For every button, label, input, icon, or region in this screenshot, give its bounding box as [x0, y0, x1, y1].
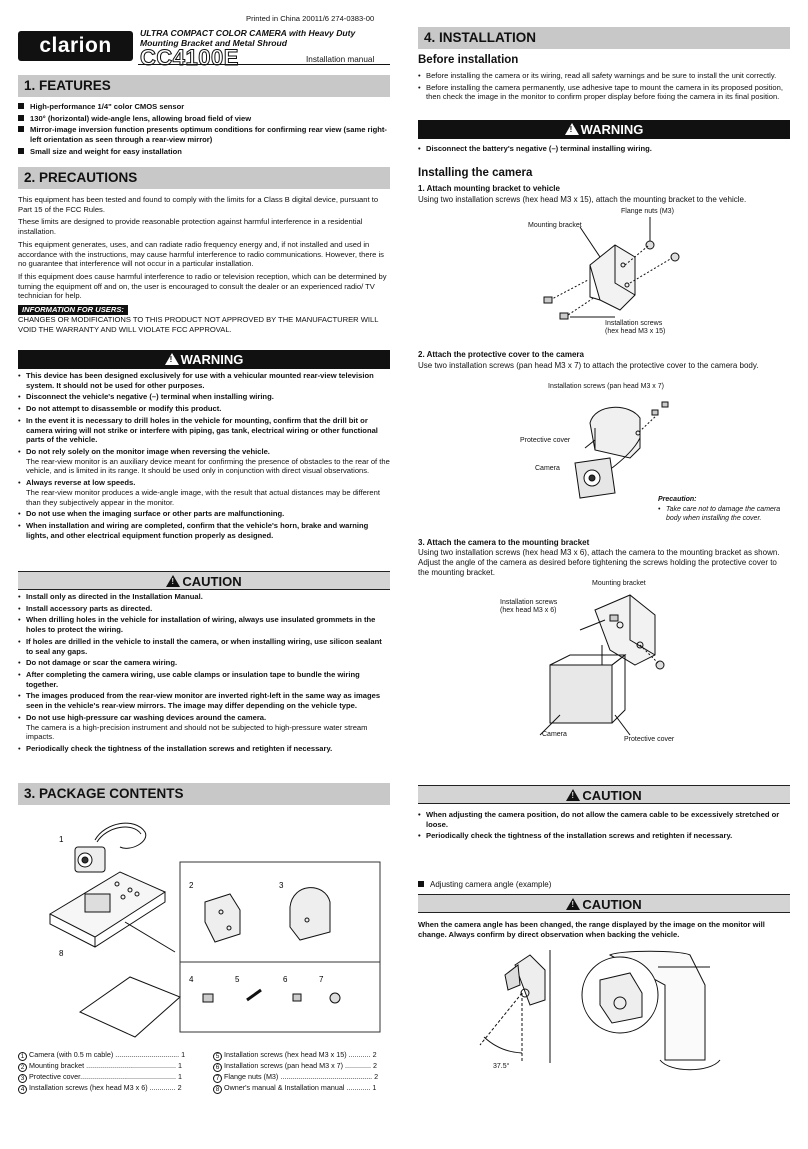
item-text: • When installation and wiring are completed, confirm that the vehicle's horn, brake and warning lights, and other electrical equipment function properly as designed. [26, 521, 369, 540]
angle-diagram [470, 945, 790, 1075]
list-item [18, 615, 390, 634]
package-marker: 1 [59, 835, 64, 844]
before-installation-title: Before installation [418, 54, 519, 66]
printed-info: Printed in China 20011/6 274-0383-00 [246, 14, 375, 23]
precaution-paragraph: These limits are designed to provide reasonable protection against harmful interference in a residential installation. [18, 217, 363, 237]
warning-icon [165, 353, 179, 365]
precaution-item: • Take care not to damage the camera body when installing the cover. [658, 506, 790, 524]
step2-label: Installation screws (pan head M3 x 7) [548, 383, 664, 390]
step2-text: Use two installation screws (pan head M3 x 7) to attach the protective cover to the camera body. [418, 361, 759, 370]
features-list [18, 102, 390, 159]
package-item: 7 Flange nuts (M3) .............................................. 2 [213, 1072, 393, 1083]
precautions-heading: 2. PRECAUTIONS [18, 167, 390, 189]
feature-item: Mirror-image inversion function presents optimum conditions for confirming rear view (same right-left orientation as seen through a rear-view mirror) [18, 125, 390, 144]
package-item: 8 Owner's manual & Installation manual ............ 1 [213, 1083, 393, 1094]
item-subtext: The rear-view monitor produces a wide-angle image, with the result that actual distances may be different than they subjectively appear in the monitor. [26, 487, 380, 507]
before-item: • Before installing the camera or its wiring, read all safety warnings and be sure to install the unit correctly. [418, 71, 790, 81]
list-item [18, 744, 390, 754]
package-list-right [213, 1050, 393, 1094]
adjust-title: Adjusting camera angle (example) [418, 880, 790, 890]
info-label: INFORMATION FOR USERS: [18, 305, 128, 315]
list-item [18, 670, 390, 689]
adjust-caution-text: When the camera angle has been changed, the range displayed by the image on the monitor will change. Always confirm by direct observation when backing the vehicle. [418, 920, 765, 939]
angle-label: 37.5° [493, 1063, 510, 1070]
precautions-text [18, 195, 390, 334]
header-rule [138, 64, 390, 65]
model-number: CC4100E [140, 45, 239, 70]
caution-icon [166, 575, 180, 587]
package-marker: 5 [235, 975, 240, 984]
item-text: • When drilling holes in the vehicle for installation of wiring, always use insulated grommets in the holes to protect the wiring. [26, 615, 376, 635]
caution-title: CAUTION [582, 897, 642, 912]
package-marker: 3 [279, 881, 284, 890]
item-text: • Always reverse at low speeds. [26, 478, 136, 488]
step3-label: (hex head M3 x 6) [500, 607, 557, 614]
package-marker: 4 [189, 975, 194, 984]
list-item [18, 592, 390, 602]
step3-title: 3. Attach the camera to the mounting bracket [418, 538, 590, 547]
item-text: • The images produced from the rear-view monitor are inverted right-left in the same way as images seen in the vehicle's rear-view mirrors. The image may differ depending on the vehicle type. [26, 691, 381, 711]
item-subtext: The rear-view monitor is an auxiliary device meant for confirming the presence of obstacles to the rear of the vehicle, and is limited in its range. It should be used only in conjunction with direct visual observations. [26, 456, 390, 476]
list-item [18, 521, 390, 540]
item-text: • Periodically check the tightness of the installation screws and retighten if necessary. [26, 744, 333, 754]
warning-icon [565, 123, 579, 135]
package-item: 1 Camera (with 0.5 m cable) ................................ 1 [18, 1050, 193, 1061]
precaution-list [658, 506, 790, 526]
step2-label: Camera [535, 465, 560, 472]
item-text: • This device has been designed exclusively for use with a vehicular mounted rear-view television system. It should not be used for other purposes. [26, 371, 374, 390]
feature-item: 130° (horizontal) wide-angle lens, allowing broad field of view [18, 114, 390, 124]
package-marker: 8 [59, 949, 64, 958]
before-item: • Before installing the camera permanently, use adhesive tape to mount the camera in its proposed position, then check the image in the monitor to confirm proper display before fixing the camera in its final position. [418, 83, 790, 102]
doc-type: Installation manual [306, 55, 375, 64]
list-item [18, 447, 390, 476]
package-item: 3 Protective cover................................................ 1 [18, 1072, 193, 1083]
install-caution-list [418, 810, 790, 843]
list-item [18, 416, 390, 445]
package-item: 5 Installation screws (hex head M3 x 15) ........... 2 [213, 1050, 393, 1061]
installation-heading: 4. INSTALLATION [418, 27, 790, 49]
caution-icon [566, 789, 580, 801]
list-item [18, 637, 390, 656]
step2-diagram [540, 388, 680, 513]
step3-label: Installation screws [500, 599, 558, 606]
precaution-title: Precaution: [658, 496, 697, 503]
info-text: CHANGES OR MODIFICATIONS TO THIS PRODUCT NOT APPROVED BY THE MANUFACTURER WILL VOID THE WARRANTY AND WILL VIOLATE FCC APPROVAL. [18, 314, 379, 334]
step3-label: Mounting bracket [592, 580, 646, 587]
brand-logo: clarion [18, 31, 133, 61]
package-marker: 2 [189, 881, 194, 890]
list-item [18, 404, 390, 414]
warning-title: WARNING [580, 122, 644, 137]
item-text: • Do not damage or scar the camera wiring. [26, 658, 178, 668]
package-marker: 6 [283, 975, 288, 984]
warning-title: WARNING [180, 352, 244, 367]
caution-icon [566, 898, 580, 910]
caution-item: • Periodically check the tightness of the installation screws and retighten if necessary. [418, 831, 790, 841]
step1-text: Using two installation screws (hex head M3 x 15), attach the mounting bracket to the vehicle. [418, 195, 747, 204]
package-item: 6 Installation screws (pan head M3 x 7) ............. 2 [213, 1061, 393, 1072]
caution-title: CAUTION [182, 574, 242, 589]
item-text: • Do not attempt to disassemble or modify this product. [26, 404, 222, 414]
item-subtext: The camera is a high-precision instrument and should not be subjected to high-pressure water stream impacts. [26, 722, 368, 742]
precaution-paragraph: If this equipment does cause harmful interference to radio or television reception, which can be determined by turning the equipment off and on, the user is encouraged to consult the dealer or an experienced radio/ TV technician for help. [18, 272, 387, 301]
caution-item: • When adjusting the camera position, do not allow the camera cable to be excessively stretched or loose. [418, 810, 790, 829]
step3-label: Protective cover [624, 736, 675, 743]
feature-item: High-performance 1/4" color CMOS sensor [18, 102, 390, 112]
step3-label: Camera [542, 731, 567, 738]
step1-title: 1. Attach mounting bracket to vehicle [418, 184, 560, 193]
precaution-paragraph: This equipment generates, uses, and can radiate radio frequency energy and, if not installed and used in accordance with the instructions, may cause harmful interference to radio communications. However, there is no guarantee that interference will not occur in a particular installation. [18, 239, 384, 269]
package-item: 4 Installation screws (hex head M3 x 6) ............. 2 [18, 1083, 193, 1094]
item-text: • Do not rely solely on the monitor image when reversing the vehicle. [26, 447, 270, 457]
warning-item: • Disconnect the battery's negative (–) terminal installing wiring. [418, 144, 790, 154]
before-installation-list [418, 71, 790, 104]
item-text: • In the event it is necessary to drill holes in the vehicle for mounting, confirm that the drill bit or camera wiring will not strike or interfere with piping, gas tank, electrical wiring or other functional parts of the vehicle. [26, 415, 378, 445]
package-marker: 7 [319, 975, 324, 984]
package-illustration [25, 812, 390, 1042]
adjust-caution-banner [418, 894, 790, 913]
install-warning-list [418, 144, 790, 156]
package-item: 2 Mounting bracket ............................................. 1 [18, 1061, 193, 1072]
item-text: • Do not use when the imaging surface or other parts are malfunctioning. [26, 509, 285, 519]
list-item [18, 604, 390, 614]
step1-label: (hex head M3 x 15) [605, 328, 666, 335]
install-caution-banner [418, 785, 790, 804]
caution-list [18, 592, 390, 756]
installing-title: Installing the camera [418, 167, 533, 179]
item-text: • After completing the camera wiring, use cable clamps or insulation tape to bundle the wiring together. [26, 670, 360, 689]
list-item [18, 371, 390, 390]
item-text: • Do not use high-pressure car washing devices around the camera. [26, 712, 267, 722]
item-text: • If holes are drilled in the vehicle to install the camera, or when installing wiring, use silicon sealant to seal any gaps. [26, 636, 382, 656]
features-heading: 1. FEATURES [18, 75, 390, 97]
step2-title: 2. Attach the protective cover to the camera [418, 350, 584, 359]
list-item [18, 509, 390, 519]
install-warning-banner [418, 120, 790, 139]
product-title: ULTRA COMPACT COLOR CAMERA with Heavy Duty Mounting Bracket and Metal Shroud [140, 28, 356, 48]
adjust-heading [418, 880, 790, 892]
feature-item: Small size and weight for easy installation [18, 147, 390, 157]
item-text: • Disconnect the vehicle's negative (–) terminal when installing wiring. [26, 392, 274, 402]
item-text: • Install only as directed in the Installation Manual. [26, 592, 203, 601]
step1-label: Installation screws [605, 320, 663, 327]
list-item [18, 478, 390, 507]
list-item [18, 658, 390, 668]
list-item [18, 713, 390, 742]
step1-label: Mounting bracket [528, 222, 582, 229]
warning-list [18, 371, 390, 543]
caution-title: CAUTION [582, 788, 642, 803]
precaution-paragraph: This equipment has been tested and found to comply with the limits for a Class B digital device, pursuant to Part 15 of the FCC Rules. [18, 195, 379, 214]
caution-banner [18, 571, 390, 590]
list-item [18, 392, 390, 402]
package-list-left [18, 1050, 193, 1094]
item-text: • Install accessory parts as directed. [26, 603, 153, 613]
package-heading: 3. PACKAGE CONTENTS [18, 783, 390, 805]
step3-text: Using two installation screws (hex head M3 x 6), attach the camera to the mounting bracket as shown. Adjust the angle of the camera as desired before tightening the screws holding the protective cover to the mounting bracket. [418, 548, 780, 578]
list-item [18, 691, 390, 710]
step2-label: Protective cover [520, 437, 571, 444]
step1-label: Flange nuts (M3) [621, 208, 674, 215]
warning-banner [18, 350, 390, 369]
